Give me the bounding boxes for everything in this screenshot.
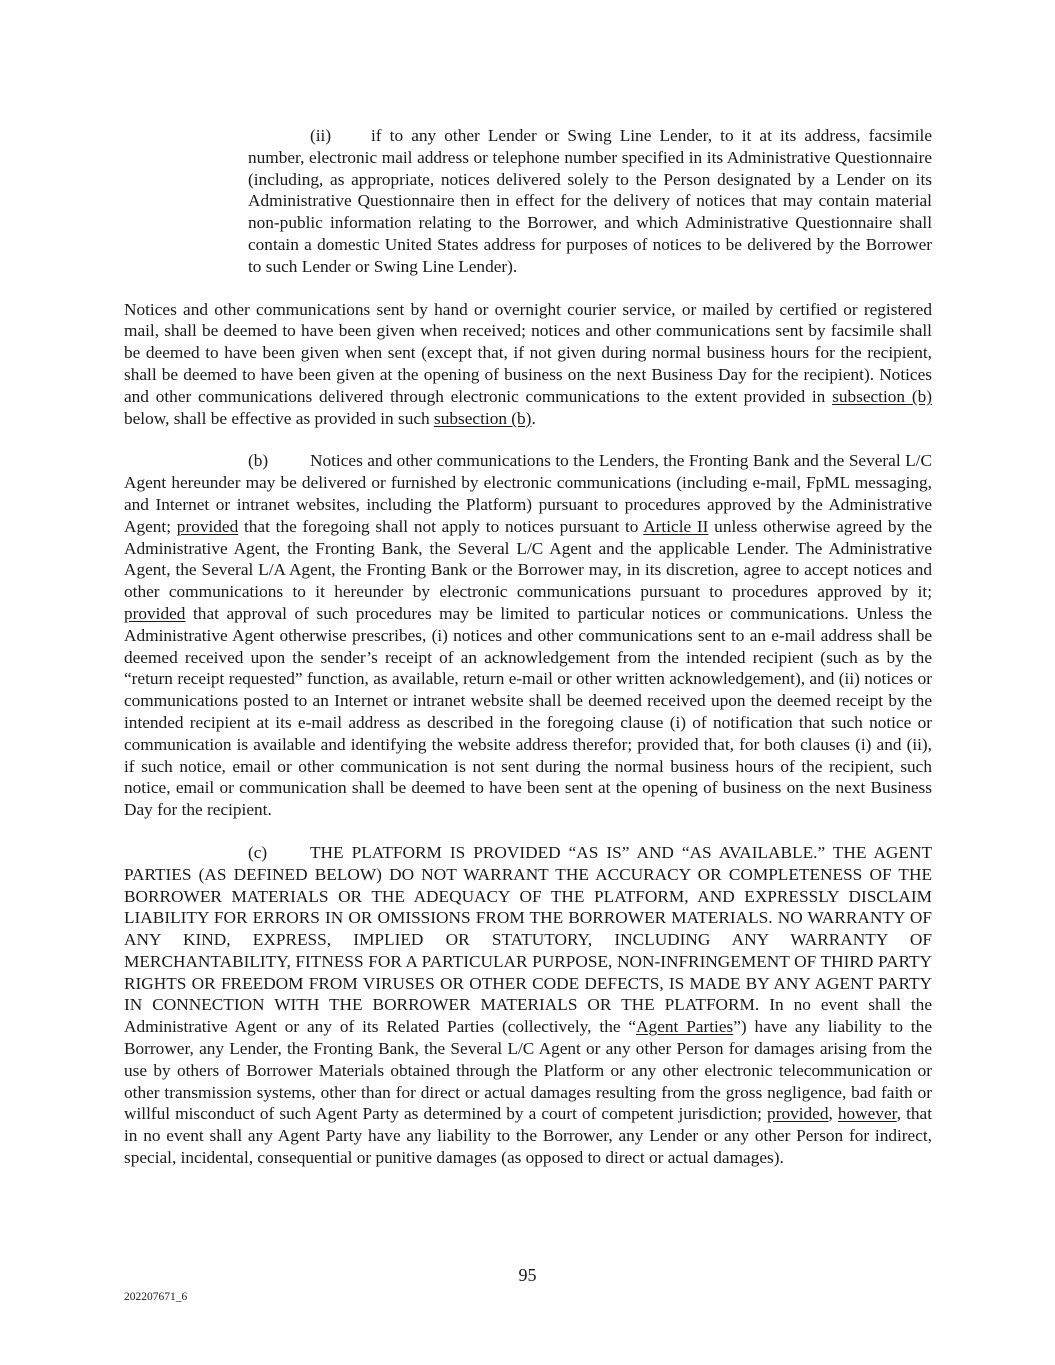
defined-term-provided: provided xyxy=(176,516,239,536)
cross-reference-subsection-b: subsection (b) xyxy=(434,408,532,428)
clause-label-c: (c) xyxy=(248,842,268,862)
paragraph-a-ii xyxy=(248,125,932,278)
page-number: 95 xyxy=(518,1265,537,1285)
text-run: that the foregoing shall not apply to notices pursuant to xyxy=(238,516,644,536)
document-id: 202207671_6 xyxy=(124,1291,188,1303)
cross-reference-subsection-b: subsection (b) xyxy=(832,386,932,406)
text-run: ”) have any liability to the Borrower, any Lender, the Fronting Bank, the Several L/C Agent or any other Person for damages arising from the use by others of Borrower Materials obtained through the Platform or any other electronic telecommunication or other transmission systems, other than for direct or actual damages resulting from the gross negligence, bad faith or willful misconduct of such Agent Party as determined by a court of competent jurisdiction; xyxy=(124,1017,932,1124)
paragraph-a-ii-text: if to any other Lender or Swing Line Lender, to it at its address, facsimile number, electronic mail address or telephone number specified in its Administrative Questionnaire (including, as appropriate, notices delivered solely to the Person designated by a Lender on its Administrative Questionnaire then in effect for the delivery of notices that may contain material non-public information relating to the Borrower, and which Administrative Questionnaire shall contain a domestic United States address for purposes of notices to be delivered by the Borrower to such Lender or Swing Line Lender). xyxy=(248,126,932,276)
document-body xyxy=(124,125,932,1169)
text-run: , xyxy=(828,1104,838,1124)
text-run: . xyxy=(531,408,536,428)
defined-term-provided: provided xyxy=(124,603,186,623)
text-run: below, shall be effective as provided in such xyxy=(124,408,435,428)
paragraph-b xyxy=(124,450,932,821)
defined-term-agent-parties: Agent Parties xyxy=(636,1017,734,1037)
text-run: Notices and other communications to the Lenders, the Fronting Bank and the Several L/C Agent hereunder may be delivered or furnished by electronic communications (including e-mail, FpML messaging, and Internet or intranet websites, including the Platform) pursuant to procedures approved by the Administrative Agent; xyxy=(124,451,932,536)
paragraph-notices-effective xyxy=(124,299,932,430)
cross-reference-article-ii: Article II xyxy=(643,516,709,536)
paragraph-c xyxy=(124,842,932,1169)
defined-term-provided: provided xyxy=(767,1104,829,1124)
clause-label-b: (b) xyxy=(248,451,269,471)
clause-label-ii: (ii) xyxy=(310,126,332,145)
text-run: unless otherwise agreed by the Administrative Agent, the Fronting Bank, the Several L/C Agent and the applicable Lender. The Administrative Agent, the Several L/A Agent, the Fronting Bank or the Borrower may, in its discretion, agree to accept notices and other communications to it hereunder by electronic communications pursuant to procedures approved by it; xyxy=(124,516,933,602)
text-run: that approval of such procedures may be limited to particular notices or communications. Unless the Administrative Agent otherwise prescribes, (i) notices and other communications sent to an e-mail address shall be deemed received upon the sender’s receipt of an acknowledgement from the intended recipient (such as by the “return receipt requested” function, as available, return e-mail or other written acknowledgement), and (ii) notices or communications posted to an Internet or intranet website shall be deemed received upon the deemed receipt by the intended recipient at its e-mail address as described in the foregoing clause (i) of notification that such notice or communication is available and identifying the website address therefor; provided that, for both clauses (i) and (ii), if such notice, email or other communication is not sent during the normal business hours of the recipient, such notice, email or communication shall be deemed to have been sent at the opening of business on the next Business Day for the recipient. xyxy=(124,603,932,820)
text-run: , that in no event shall any Agent Party have any liability to the Borrower, any Lender or any other Person for indirect, special, incidental, consequential or punitive damages (as opposed to direct or actual damages). xyxy=(124,1104,932,1168)
defined-term-however: however xyxy=(837,1104,897,1124)
text-run: Notices and other communications sent by hand or overnight courier service, or mailed by certified or registered mail, shall be deemed to have been given when received; notices and other communications sent by facsimile shall be deemed to have been given when sent (except that, if not given during normal business hours for the recipient, shall be deemed to have been given at the opening of business on the next Business Day for the recipient). Notices and other communications delivered through electronic communications to the extent provided in xyxy=(124,299,932,406)
text-run: THE PLATFORM IS PROVIDED “AS IS” AND “AS AVAILABLE.” THE AGENT PARTIES (AS DEFINED BELOW) DO NOT WARRANT THE ACCURACY OR COMPLETENESS OF THE BORROWER MATERIALS OR THE ADEQUACY OF THE PLATFORM, AND EXPRESSLY DISCLAIM LIABILITY FOR ERRORS IN OR OMISSIONS FROM THE BORROWER MATERIALS. NO WARRANTY OF ANY KIND, EXPRESS, IMPLIED OR STATUTORY, INCLUDING ANY WARRANTY OF MERCHANTABILITY, FITNESS FOR A PARTICULAR PURPOSE, NON-INFRINGEMENT OF THIRD PARTY RIGHTS OR FREEDOM FROM VIRUSES OR OTHER CODE DEFECTS, IS MADE BY ANY AGENT PARTY IN CONNECTION WITH THE BORROWER MATERIALS OR THE PLATFORM. In no event shall the Administrative Agent or any of its Related Parties (collectively, the “ xyxy=(124,842,932,1037)
